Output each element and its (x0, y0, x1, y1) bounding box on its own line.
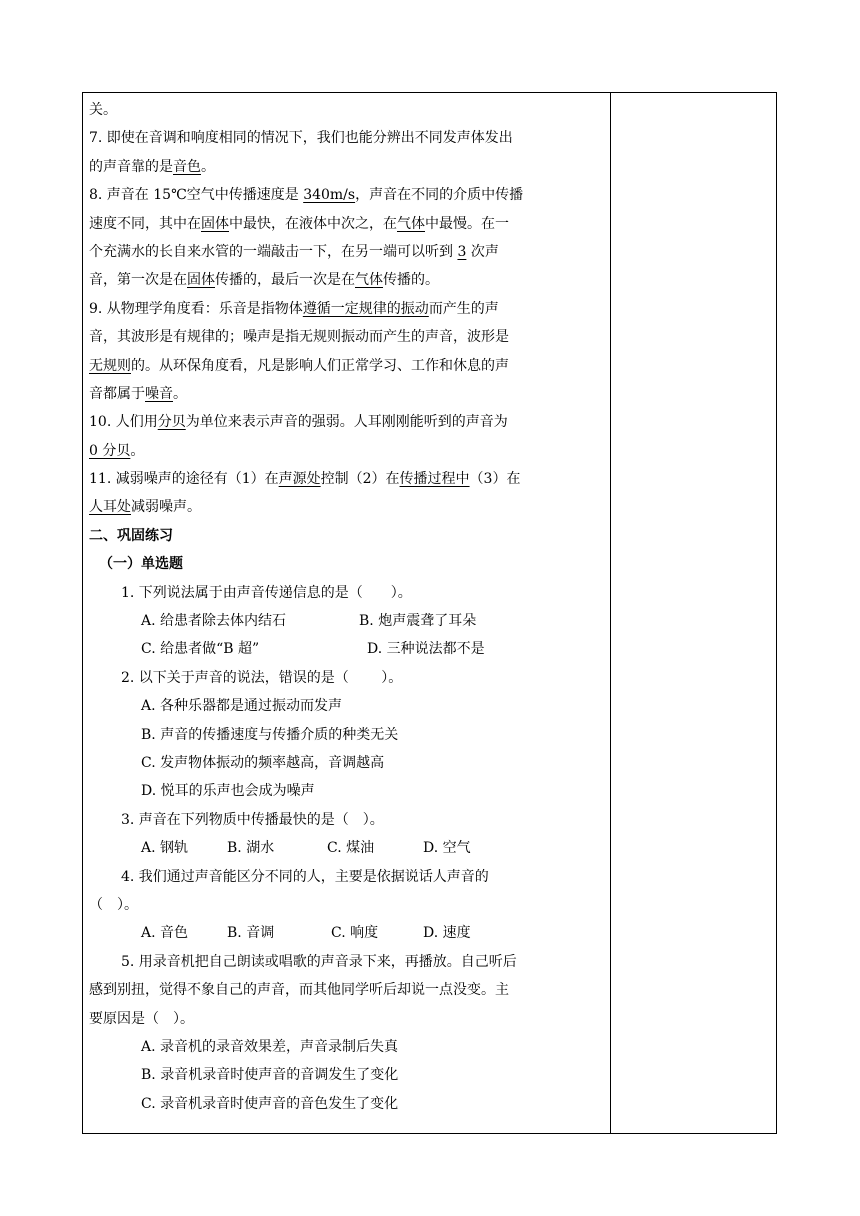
option-d: D. 空气 (423, 840, 471, 857)
item-8-line-4: 音，第一次是在固体传播的，最后一次是在气体传播的。 (89, 272, 439, 289)
question-3-stem: 3. 声音在下列物质中传播最快的是（ ）。 (121, 811, 384, 828)
answer-blank: 遵循一定规律的振动 (302, 300, 429, 317)
answer-blank: 人耳处 (89, 499, 131, 516)
option-c: C. 响度 (331, 925, 379, 942)
main-column (89, 96, 605, 1118)
question-3-options (89, 834, 605, 862)
option-a: A. 给患者除去体内结石 (141, 613, 287, 630)
answer-blank: 音色 (173, 158, 201, 175)
item-9-line-1: 9. 从物理学角度看：乐音是指物体遵循一定规律的振动而产生的声 (89, 300, 499, 317)
item-8-line-3: 个充满水的长自来水管的一端敲击一下，在另一端可以听到 3 次声 (89, 243, 499, 260)
section-heading: 二、巩固练习 (89, 527, 173, 544)
item-9-line-3: 无规则的。从环保角度看，凡是影响人们正常学习、工作和休息的声 (89, 357, 509, 374)
option-b: B. 炮声震聋了耳朵 (359, 613, 477, 630)
answer-blank: 噪音 (145, 385, 173, 402)
question-4-stem: 4. 我们通过声音能区分不同的人，主要是依据说话人声音的 (121, 868, 489, 885)
item-7-line-2: 的声音靠的是音色。 (89, 158, 215, 175)
answer-blank: 气体 (397, 215, 425, 232)
question-5-stem: 5. 用录音机把自己朗读或唱歌的声音录下来，再播放。自己听后 (121, 953, 517, 970)
question-5-stem-cont: 要原因是（ ）。 (89, 1010, 194, 1027)
option-b: B. 音调 (227, 925, 275, 942)
answer-blank: 无规则 (89, 357, 131, 374)
option-c: C. 发声物体振动的频率越高，音调越高 (141, 754, 385, 771)
question-1-options-row-1 (89, 607, 605, 635)
option-a: A. 音色 (141, 925, 189, 942)
item-11-line-1: 11. 减弱噪声的途径有（1）在声源处控制（2）在传播过程中（3）在 (89, 471, 521, 488)
question-5-stem-cont: 感到别扭，觉得不象自己的声音，而其他同学听后却说一点没变。主 (89, 982, 509, 999)
text-line: 关。 (89, 102, 117, 118)
option-d: D. 速度 (423, 925, 471, 942)
answer-blank: 0 分贝 (89, 442, 131, 459)
answer-blank: 固体 (187, 272, 215, 289)
option-a: A. 录音机的录音效果差，声音录制后失真 (141, 1038, 399, 1055)
item-10-line-2: 0 分贝。 (89, 442, 145, 459)
subsection-heading: （一）单选题 (99, 556, 183, 573)
item-9-line-4: 音都属于噪音。 (89, 385, 187, 402)
answer-blank: 固体 (201, 215, 229, 232)
answer-blank: 340m/s (303, 187, 356, 204)
option-c: C. 给患者做“B 超” (141, 641, 260, 658)
answer-blank: 声源处 (278, 471, 321, 488)
question-1-stem: 1. 下列说法属于由声音传递信息的是（ ）。 (121, 584, 412, 601)
option-a: A. 钢轨 (141, 840, 189, 857)
option-d: D. 三种说法都不是 (367, 641, 485, 658)
option-c: C. 煤油 (327, 840, 375, 857)
option-a: A. 各种乐器都是通过振动而发声 (141, 698, 343, 715)
question-2-stem: 2. 以下关于声音的说法，错误的是（ ）。 (121, 669, 403, 686)
question-4-options (89, 919, 605, 947)
option-b: B. 声音的传播速度与传播介质的种类无关 (141, 726, 399, 743)
item-8-line-1: 8. 声音在 15℃空气中传播速度是 340m/s，声音在不同的介质中传播 (89, 187, 524, 204)
option-c: C. 录音机录音时使声音的音色发生了变化 (141, 1095, 399, 1112)
answer-blank: 气体 (355, 272, 383, 289)
option-b: B. 录音机录音时使声音的音调发生了变化 (141, 1067, 399, 1084)
question-1-options-row-2 (89, 635, 605, 663)
answer-blank: 分贝 (157, 414, 186, 431)
item-10-line-1: 10. 人们用分贝为单位来表示声音的强弱。人耳刚刚能听到的声音为 (89, 414, 508, 431)
item-11-line-2: 人耳处减弱噪声。 (89, 499, 201, 516)
answer-blank: 传播过程中 (399, 471, 470, 488)
question-4-stem-cont: （ ）。 (89, 896, 138, 913)
column-divider (610, 92, 611, 1134)
answer-blank: 3 (457, 243, 467, 260)
option-d: D. 悦耳的乐声也会成为噪声 (141, 783, 315, 800)
item-8-line-2: 速度不同，其中在固体中最快，在液体中次之，在气体中最慢。在一 (89, 215, 509, 232)
option-b: B. 湖水 (227, 840, 275, 857)
item-9-line-2: 音，其波形是有规律的；噪声是指无规则振动而产生的声音，波形是 (89, 329, 509, 346)
item-7-line-1: 7. 即使在音调和响度相同的情况下，我们也能分辨出不同发声体发出 (89, 130, 513, 147)
